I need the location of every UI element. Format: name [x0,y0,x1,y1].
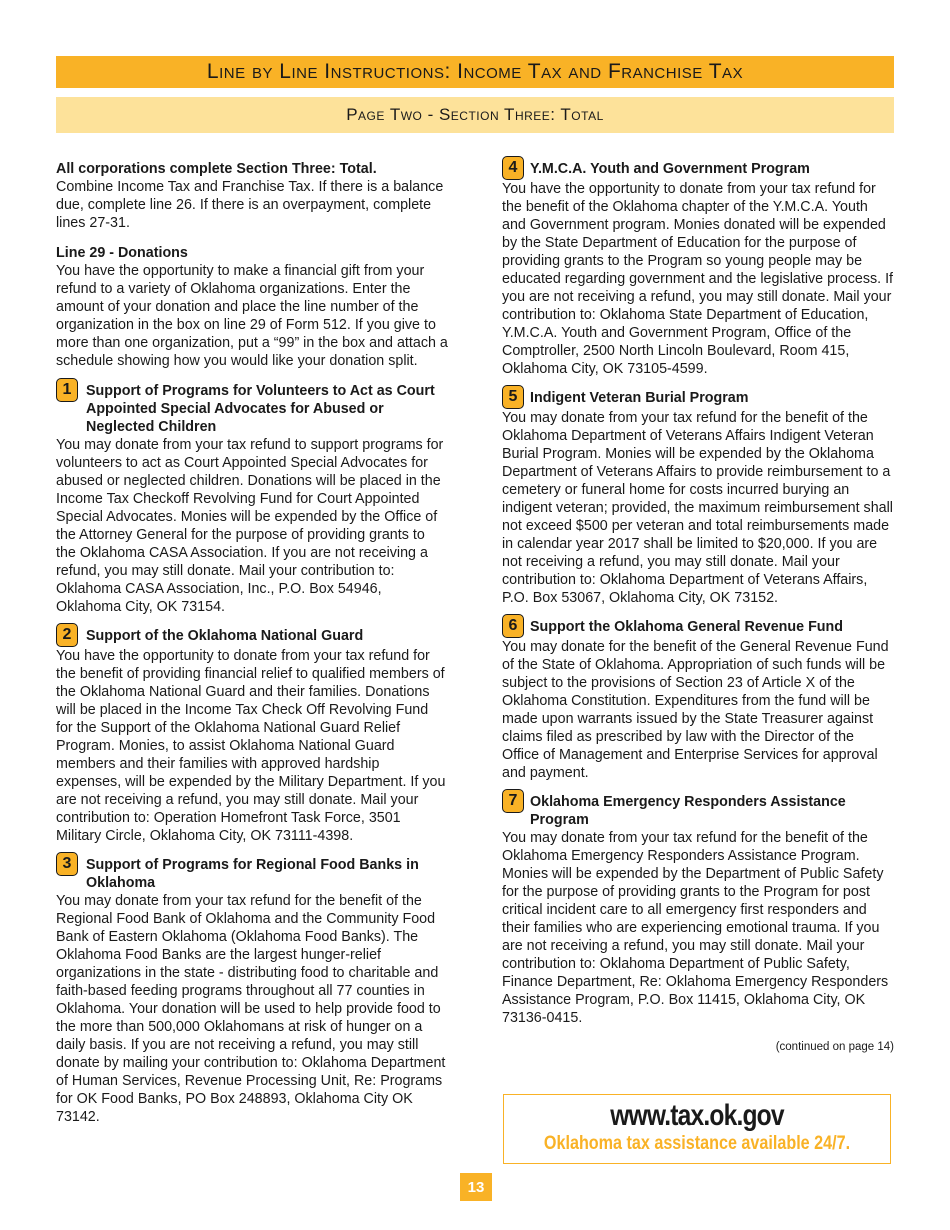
donation-item-4 [502,160,894,378]
website-link[interactable]: www.tax.ok.gov [610,1099,784,1132]
item-body: You may donate from your tax refund for the benefit of the Oklahoma Department of Veterans Affairs Indigent Veteran Burial Program. Monies will be expended by the Oklahoma Department of Veterans Affairs to provide reimbursement to a cemetery or funeral home for costs incurred burying an indigent veteran; provided, the maximum reimbursement shall not exceed $500 per veteran and total reimbursements made in calendar year 2017 shall be limited to $20,000. If you are not receiving a refund, you may still donate. Mail your contribution to: Oklahoma Department of Veterans Affairs, P.O. Box 53067, Oklahoma City, OK 73152. [502,410,893,606]
donation-item-3 [56,856,448,1126]
item-title: Y.M.C.A. Youth and Government Program [530,161,810,177]
continued-note: (continued on page 14) [775,1041,894,1053]
item-title: Oklahoma Emergency Responders Assistance Program [530,794,846,828]
item-number-badge: 3 [56,852,78,876]
website-promo-box [503,1094,891,1164]
item-number-badge: 5 [502,385,524,409]
page-title-banner [56,56,894,88]
item-number-badge: 4 [502,156,524,180]
donation-item-6 [502,618,894,782]
item-title: Indigent Veteran Burial Program [530,390,749,406]
item-body: You may donate from your tax refund for the benefit of the Regional Food Bank of Oklahoma and the Community Food Bank of Eastern Oklahoma (Oklahoma Food Banks). The Oklahoma Food Banks are the largest hunger-relief organizations in the state - distributing food to charitable and faith-based feeding programs throughout all 77 counties in Oklahoma. Your donation will be used to help provide food to the more than 500,000 Oklahomans at risk of hunger on a daily basis. If you are not receiving a refund, you may still donate by mailing your contribution to: Oklahoma Department of Human Services, Revenue Processing Unit, Re: Programs for OK Food Banks, PO Box 248893, Oklahoma City OK 73142. [56,893,446,1125]
donation-item-1 [56,382,448,616]
donation-item-2 [56,627,448,845]
item-number-badge: 6 [502,614,524,638]
website-tagline: Oklahoma tax assistance available 24/7. [543,1133,851,1154]
intro-heading: All corporations complete Section Three: Total. [56,161,377,177]
page-number: 13 [460,1173,492,1201]
item-number-badge: 7 [502,789,524,813]
left-column [56,160,448,1137]
intro-body: Combine Income Tax and Franchise Tax. If there is a balance due, complete line 26. If there is an overpayment, complete lines 27-31. [56,179,444,231]
donation-item-5 [502,389,894,607]
section-subtitle: Page Two - Section Three: Total [346,105,604,124]
line29-heading: Line 29 - Donations [56,245,188,261]
page-title: Line by Line Instructions: Income Tax and Franchise Tax [206,60,744,83]
item-body: You may donate from your tax refund to support programs for volunteers to act as Court Appointed Special Advocates for abused or neglected children. Donations will be placed in the Income Tax Checkoff Revolving Fund for Court Appointed Special Advocates. Monies will be expended by the Office of the Attorney General for the purpose of providing grants to the Oklahoma CASA Association. If you are not receiving a refund, you may still donate. Mail your contribution to: Oklahoma CASA Association, Inc., P.O. Box 54946, Oklahoma City, OK 73154. [56,437,444,615]
item-body: You may donate for the benefit of the General Revenue Fund of the State of Oklahoma. Appropriation of such funds will be subject to the provisions of Section 23 of Article X of the Oklahoma Constitution. Expenditures from the fund will be made upon warrants issued by the State Treasurer against claims filed as prescribed by law with the Director of the Office of Management and Enterprise Services for approval and payment. [502,639,889,781]
donation-item-7 [502,793,894,1027]
line29-body: You have the opportunity to make a financial gift from your refund to a variety of Oklahoma organizations. Enter the amount of your donation and place the line number of the organization in the box on line 29 of Form 512. If you give to more than one organization, put a “99” in the box and attach a schedule showing how you would like your donation split. [56,263,448,369]
right-column [502,160,894,1056]
item-number-badge: 1 [56,378,78,402]
item-body: You may donate from your tax refund for the benefit of the Oklahoma Emergency Responders Assistance Program. Monies will be expended by the Department of Public Safety for the purpose of providing grants to the Program for post critical incident care to all emergency first responders and their families who are experiencing emotional trauma. If you are not receiving a refund, you may still donate. Mail your contribution to: Oklahoma Department of Public Safety, Finance Department, Re: Oklahoma Emergency Responders Assistance Program, P.O. Box 11415, Oklahoma City, OK 73136-0415. [502,830,889,1026]
item-title: Support of the Oklahoma National Guard [86,628,364,644]
intro-section [56,160,448,232]
item-body: You have the opportunity to donate from your tax refund for the benefit of the Oklahoma chapter of the Y.M.C.A. Youth and Government program. Monies donated will be expended by the State Department of Education for the purpose of providing grants to the Program so young people may be educated regarding government and the legislative process. If you are not receiving a refund, you may still donate. Mail your contribution to: Oklahoma State Department of Education, Y.M.C.A. Youth and Government Program, Office of the Comptroller, 2500 North Lincoln Boulevard, Room 415, Oklahoma City, OK 73105-4599. [502,181,894,377]
section-subtitle-banner [56,97,894,133]
item-title: Support of Programs for Regional Food Banks in Oklahoma [86,857,419,891]
item-body: You have the opportunity to donate from your tax refund for the benefit of providing financial relief to qualified members of the Oklahoma National Guard and their families. Donations will be placed in the Income Tax Check Off Revolving Fund for the Support of the Oklahoma National Guard Relief Program. Monies, to assist Oklahoma National Guard members and their families with approved hardship expenses, will be expended by the Military Department. If you are not receiving a refund, you may still donate. Mail your contribution to: Operation Homefront Task Force, 3501 Military Circle, Oklahoma City, OK 73111-4398. [56,648,446,844]
item-title: Support the Oklahoma General Revenue Fund [530,619,843,635]
line29-section [56,244,448,370]
item-title: Support of Programs for Volunteers to Act as Court Appointed Special Advocates for Abused or Neglected Children [86,383,435,435]
item-number-badge: 2 [56,623,78,647]
